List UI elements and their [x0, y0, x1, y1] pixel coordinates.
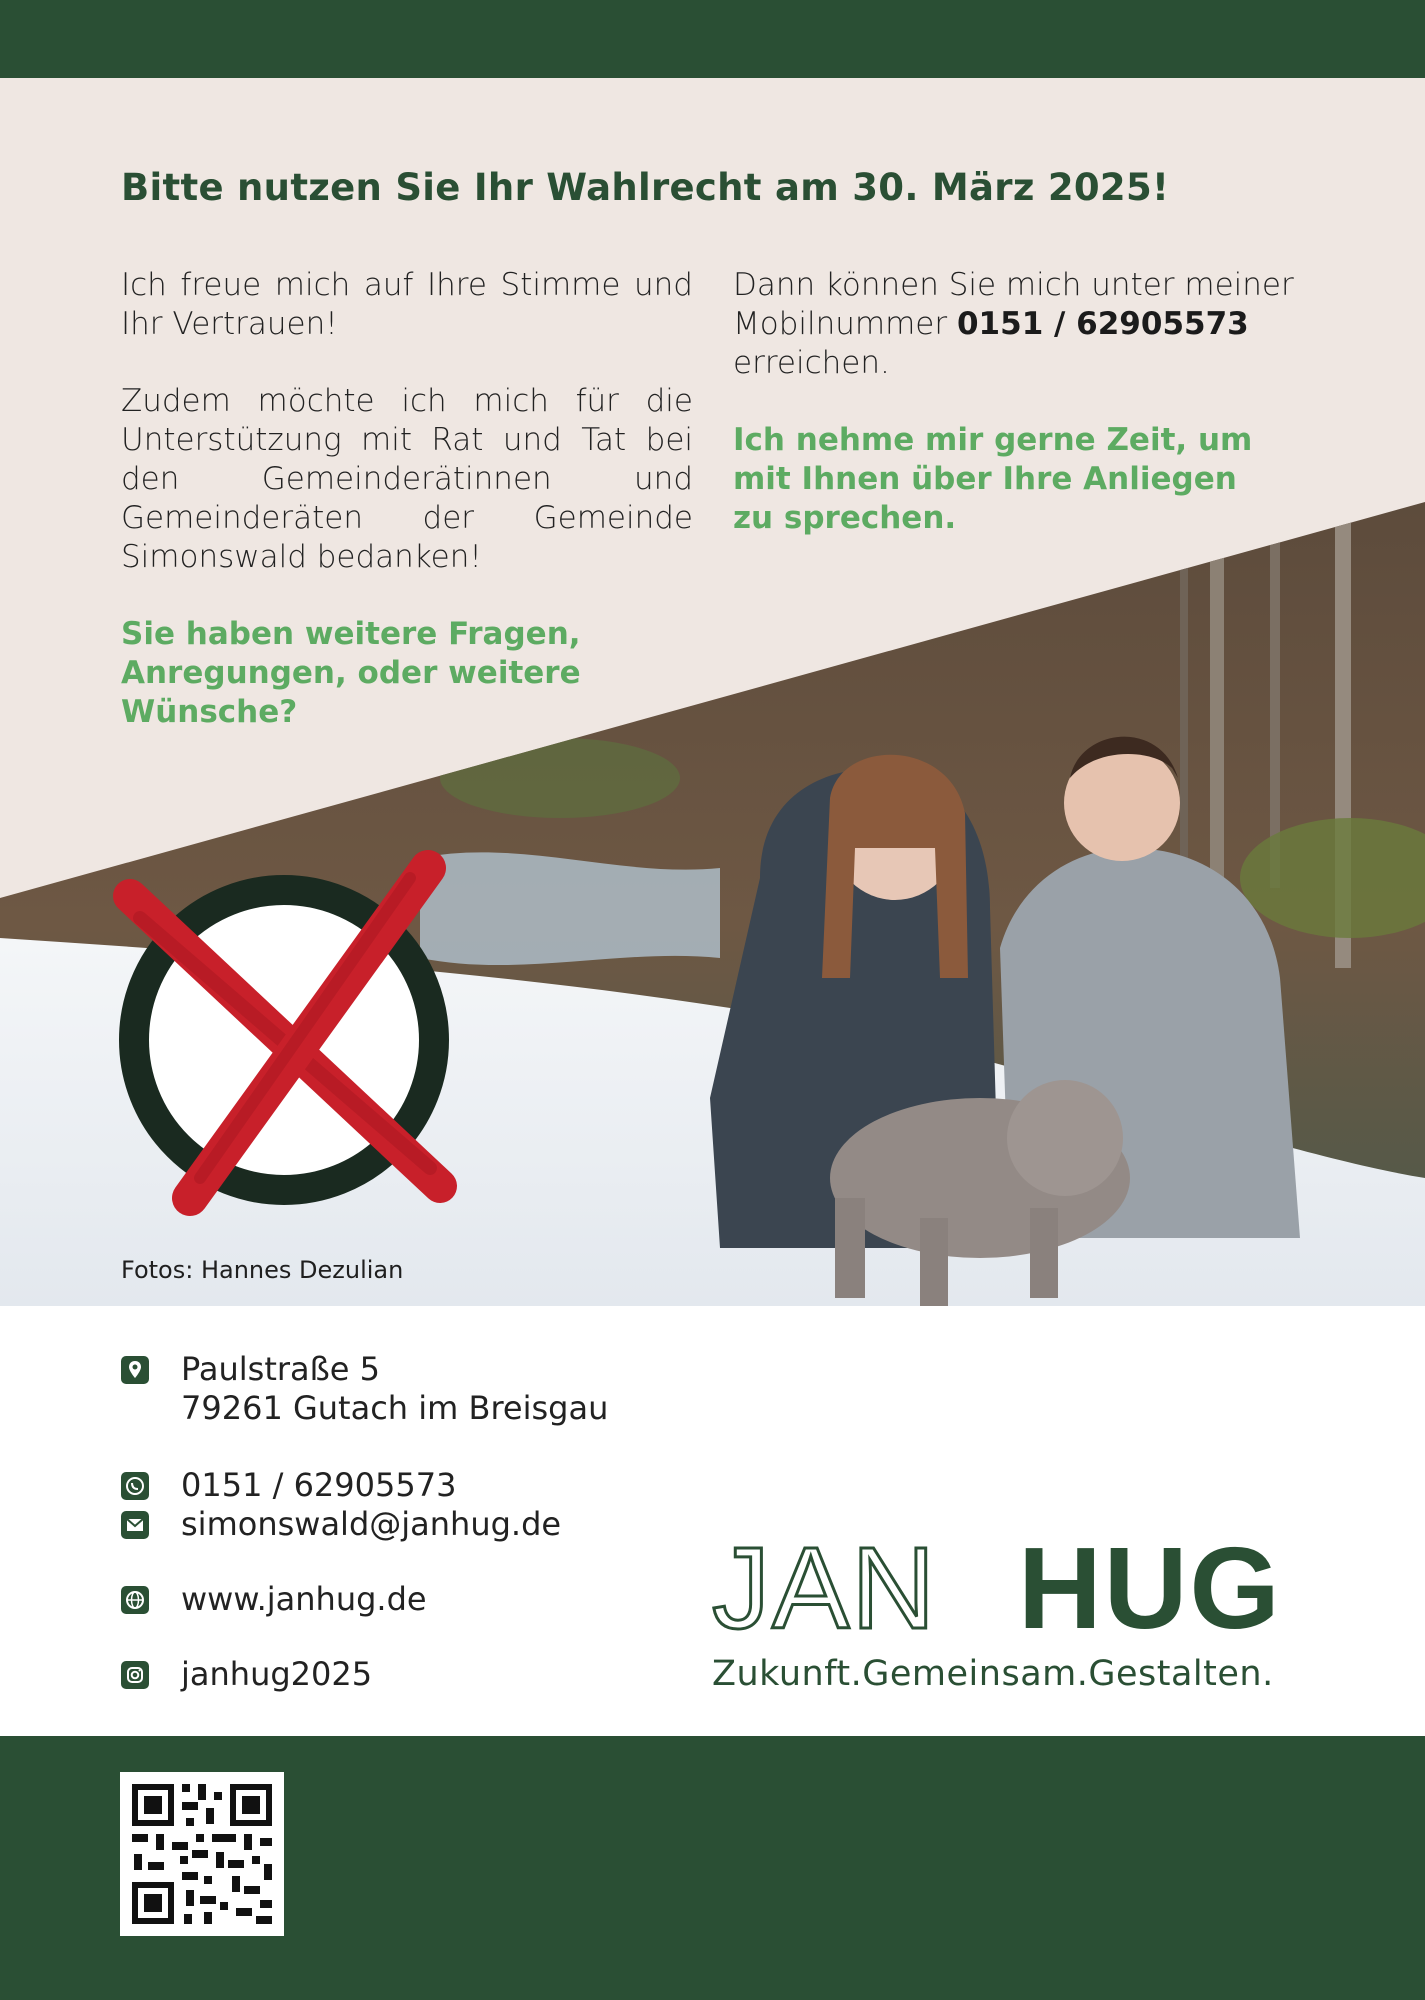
address-line-1: Paulstraße 5	[181, 1350, 380, 1388]
email-icon	[121, 1511, 149, 1539]
phone-number[interactable]: 0151 / 62905573	[181, 1466, 457, 1504]
phone-row[interactable]	[121, 1466, 608, 1505]
qr-code[interactable]	[120, 1772, 284, 1936]
instagram-handle[interactable]: janhug2025	[181, 1655, 373, 1693]
photo-credit: Fotos: Hannes Dezulian	[121, 1256, 404, 1284]
right-p1-post: erreichen.	[733, 345, 890, 381]
instagram-icon	[121, 1661, 149, 1689]
left-column	[121, 266, 693, 770]
left-question: Sie haben weitere Fragen, Anregungen, oder weitere Wünsche?	[121, 616, 581, 730]
logo-tagline: Zukunft.Gemeinsam.Gestalten.	[712, 1654, 1274, 1694]
address-row	[121, 1350, 608, 1428]
logo-first-name: JAN	[712, 1530, 938, 1640]
right-paragraph-2: Ich nehme mir gerne Zeit, um mit Ihnen über Ihre Anliegen zu sprechen.	[733, 422, 1253, 536]
headline: Bitte nutzen Sie Ihr Wahlrecht am 30. März 2025!	[121, 166, 1170, 209]
right-p1-pre: Dann können Sie mich unter meiner Mobilnummer	[733, 267, 1294, 342]
left-paragraph-1: Ich freue mich auf Ihre Stimme und Ihr Vertrauen!	[121, 267, 693, 342]
whatsapp-icon	[121, 1472, 149, 1500]
contact-block	[121, 1350, 608, 1694]
globe-icon	[121, 1586, 149, 1614]
ballot-cross-icon	[130, 868, 440, 1198]
right-column	[733, 266, 1305, 576]
top-band	[0, 0, 1425, 78]
right-p1-phone: 0151 / 62905573	[956, 306, 1249, 342]
address-line-2: 79261 Gutach im Breisgau	[181, 1389, 609, 1427]
email-row[interactable]	[121, 1505, 608, 1544]
website-url[interactable]: www.janhug.de	[181, 1580, 427, 1618]
website-row[interactable]	[121, 1580, 608, 1619]
janhug-logo	[712, 1530, 1312, 1640]
logo-last-name: HUG	[1018, 1530, 1282, 1640]
right-paragraph-1	[733, 266, 1305, 383]
instagram-row[interactable]	[121, 1655, 608, 1694]
email-address[interactable]: simonswald@janhug.de	[181, 1505, 562, 1543]
location-pin-icon	[121, 1356, 149, 1384]
left-paragraph-2: Zudem möchte ich mich für die Unterstützung mit Rat und Tat bei den Gemeinderätinnen und Gemeinderäten der Gemeinde Simonswald bedanken!	[121, 383, 693, 575]
